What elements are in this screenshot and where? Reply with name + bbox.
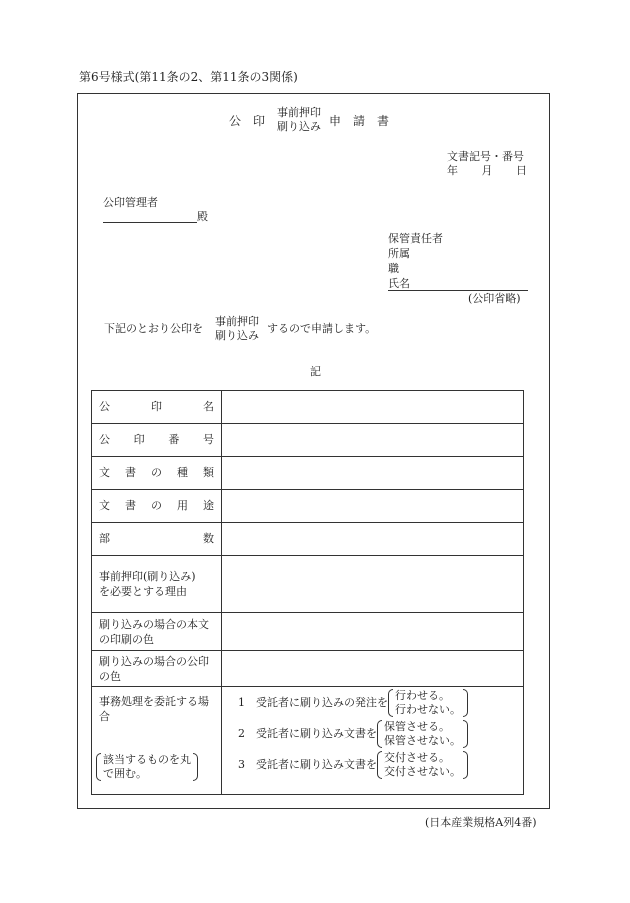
- item-choice: [377, 720, 468, 748]
- table-row: [92, 523, 524, 556]
- table-row: [92, 651, 524, 687]
- request-option: [215, 315, 259, 343]
- title-option-upper: 事前押印: [277, 106, 321, 119]
- commission-label-line: 合: [99, 710, 110, 723]
- table-row: [92, 613, 524, 651]
- form-number: 第6号様式(第11条の2、第11条の3関係): [79, 70, 298, 84]
- date-line: [447, 164, 527, 178]
- item-text: 受託者に刷り込みの発注を: [256, 696, 388, 710]
- bracket-right: [463, 689, 468, 717]
- bracket-left: [388, 689, 393, 717]
- commission-options-cell: [222, 687, 524, 795]
- label-char: 種: [177, 466, 188, 480]
- recipient-title: 公印管理者: [103, 196, 158, 209]
- label-char: 途: [203, 499, 214, 513]
- date-month: 月: [481, 164, 493, 177]
- label-line: 刷り込みの場合の公印: [99, 654, 209, 668]
- choice-option[interactable]: 保管させない。: [384, 734, 461, 747]
- label-char: 文: [99, 466, 110, 480]
- row-label: [92, 613, 222, 651]
- commission-label-cell: [92, 687, 222, 795]
- request-before: 下記のとおり公印を: [104, 322, 203, 335]
- label-char: 公: [99, 433, 110, 447]
- item-number: 3: [238, 758, 245, 772]
- row-value[interactable]: [222, 613, 524, 651]
- label-char: の: [151, 466, 162, 480]
- note-line: 該当するものを丸: [103, 753, 191, 766]
- table-row: [92, 556, 524, 613]
- title-option: [277, 106, 321, 134]
- table-row: [92, 490, 524, 523]
- commission-item: [238, 720, 523, 748]
- applicant-position: 職: [388, 262, 399, 275]
- row-value[interactable]: [222, 651, 524, 687]
- label-char: 書: [125, 466, 136, 480]
- item-text: 受託者に刷り込み文書を: [256, 727, 377, 741]
- table-row: [92, 391, 524, 424]
- bracket-left: [96, 753, 101, 781]
- row-value[interactable]: [222, 391, 524, 424]
- label-char: 用: [177, 499, 188, 513]
- request-option-upper: 事前押印: [215, 315, 259, 328]
- item-text: 受託者に刷り込み文書を: [256, 758, 377, 772]
- title-option-lower: 刷り込み: [277, 120, 321, 133]
- label-char: 号: [202, 433, 214, 447]
- choice-option[interactable]: 保管させる。: [384, 720, 450, 733]
- bracket-left: [377, 751, 382, 779]
- bracket-right: [463, 751, 468, 779]
- applicant-name: 氏名: [388, 277, 410, 290]
- label-line: 事前押印(刷り込み): [99, 570, 196, 583]
- doc-code: 文書記号・番号: [447, 150, 524, 163]
- choice-option[interactable]: 行わせない。: [395, 703, 461, 716]
- date-day: 日: [516, 164, 527, 177]
- table-row: [92, 457, 524, 490]
- recipient-honorific: 殿: [197, 210, 208, 223]
- choice-option[interactable]: 交付させる。: [384, 751, 450, 764]
- row-label: [92, 424, 222, 457]
- row-label: [92, 490, 222, 523]
- recipient-underline: [103, 222, 197, 223]
- commission-note: [96, 753, 198, 781]
- title-part2: 申 請 書: [329, 114, 390, 128]
- date-year: 年: [447, 164, 458, 177]
- label-char: 類: [203, 466, 214, 480]
- request-after: するので申請します。: [267, 322, 377, 335]
- item-number: 1: [238, 696, 245, 710]
- label-char: 印: [151, 400, 162, 414]
- commission-label-line: 事務処理を委託する場: [99, 695, 209, 708]
- applicant-name-underline: [388, 290, 528, 291]
- label-char: 文: [99, 499, 110, 513]
- title-part1: 公 印: [229, 114, 266, 128]
- label-line: の色: [99, 669, 121, 683]
- row-value[interactable]: [222, 457, 524, 490]
- bracket-right: [193, 753, 198, 781]
- table-row-commission: [92, 687, 524, 795]
- seal-note: (公印省略): [468, 292, 521, 305]
- footer-note: (日本産業規格A列4番): [425, 816, 537, 829]
- item-choice: [388, 689, 468, 717]
- row-label: [92, 556, 222, 613]
- label-line: の印刷の色: [99, 632, 154, 646]
- row-label: [92, 651, 222, 687]
- label-char: 書: [125, 499, 136, 513]
- item-choice: [377, 751, 468, 779]
- label-char: 番: [168, 433, 180, 447]
- label-char: 印: [133, 433, 145, 447]
- choice-option[interactable]: 行わせる。: [395, 689, 450, 702]
- row-label: [92, 391, 222, 424]
- bracket-left: [377, 720, 382, 748]
- choice-option[interactable]: 交付させない。: [384, 765, 461, 778]
- applicant-dept: 所属: [388, 247, 410, 260]
- label-char: 名: [203, 400, 214, 414]
- ki-label: 記: [310, 365, 321, 378]
- label-char: の: [151, 499, 162, 513]
- table-row: [92, 424, 524, 457]
- row-value[interactable]: [222, 424, 524, 457]
- commission-item: [238, 751, 523, 779]
- bracket-right: [463, 720, 468, 748]
- label-char: 数: [203, 532, 214, 546]
- row-value[interactable]: [222, 523, 524, 556]
- row-label: [92, 457, 222, 490]
- application-table: [91, 390, 524, 795]
- commission-item: [238, 689, 523, 717]
- row-label: [92, 523, 222, 556]
- row-value[interactable]: [222, 490, 524, 523]
- request-option-lower: 刷り込み: [215, 329, 259, 342]
- label-line: を必要とする理由: [99, 585, 187, 598]
- note-line: で囲む。: [103, 767, 147, 780]
- applicant-role: 保管責任者: [388, 232, 443, 245]
- label-char: 部: [99, 532, 110, 546]
- row-value[interactable]: [222, 556, 524, 613]
- label-char: 公: [99, 400, 110, 414]
- item-number: 2: [238, 727, 245, 741]
- label-line: 刷り込みの場合の本文: [99, 617, 209, 631]
